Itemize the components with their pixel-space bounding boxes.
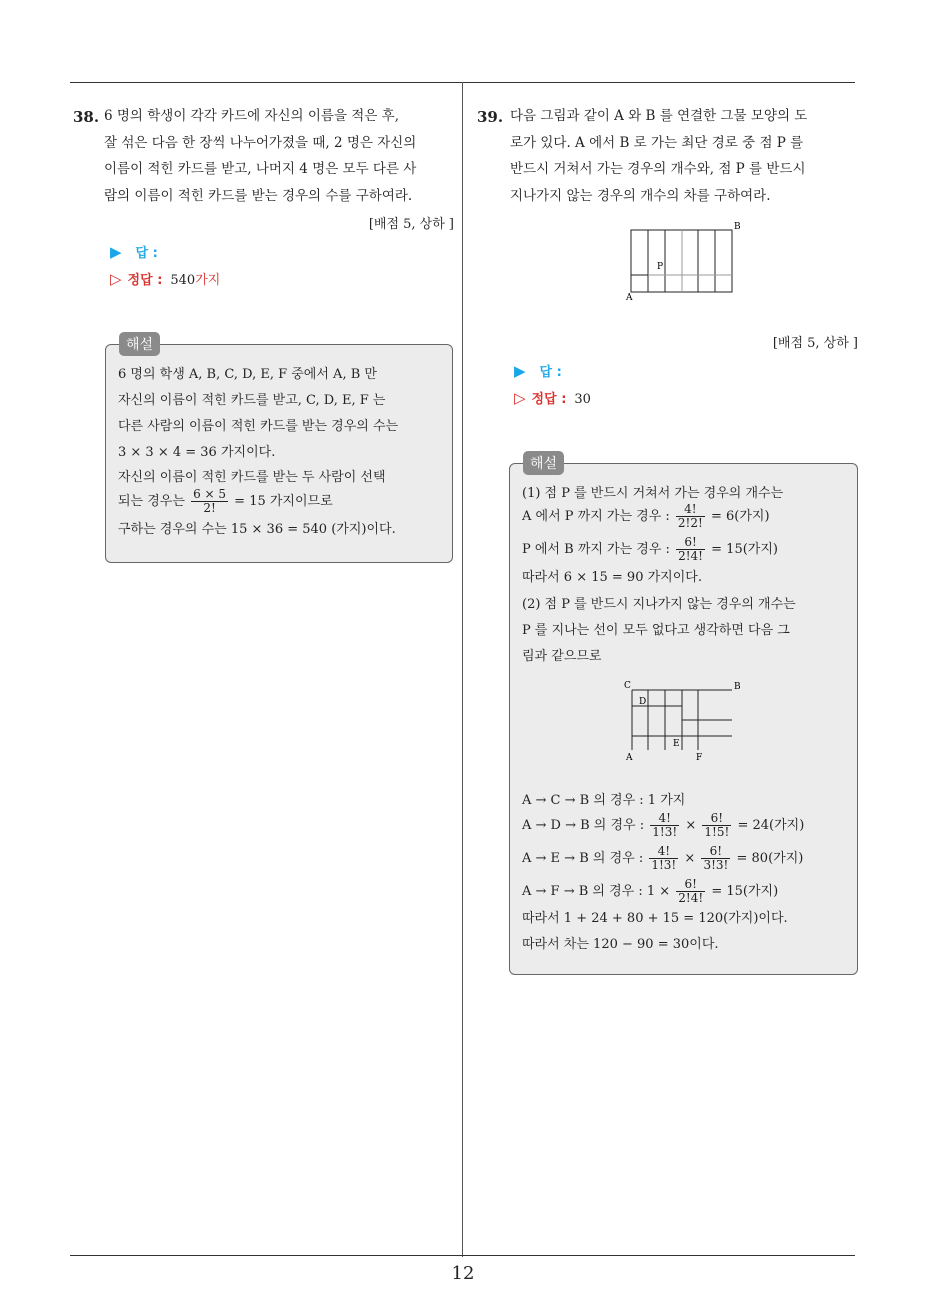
fraction [650, 812, 679, 839]
text: = 15(가지) [711, 542, 778, 557]
q39-sol-line [522, 536, 778, 564]
q38-correct [110, 269, 220, 288]
q38-sol-line: 자신의 이름이 적힌 카드를 받고, C, D, E, F 는 [118, 393, 386, 408]
q38-line: 람의 이름이 적힌 카드를 받는 경우의 수를 구하여라. [104, 187, 413, 204]
correct-value: 540 [170, 273, 196, 288]
q38-sol-line: 3 × 3 × 4 = 36 가지이다. [118, 445, 276, 460]
numerator: 4! [676, 503, 705, 517]
text: = 24(가지) [737, 818, 805, 833]
page-number: 12 [451, 1263, 475, 1284]
denominator: 1!5! [704, 825, 730, 839]
label-a: A [626, 753, 633, 763]
q38-line: 6 명의 학생이 각각 카드에 자신의 이름을 적은 후, [104, 108, 399, 124]
q39-sol-line: P 를 지나는 선이 모두 없다고 생각하면 다음 그 [522, 623, 790, 638]
q38-line: 잘 섞은 다음 한 장씩 나누어가졌을 때, 2 명은 자신의 [104, 134, 417, 151]
numerator: 4! [650, 812, 679, 826]
text: A 에서 P 까지 가는 경우 : [522, 509, 670, 524]
label-f: F [696, 753, 703, 763]
play-arrow-icon: ▶ [514, 362, 526, 380]
numerator: 4! [649, 845, 678, 859]
correct-label: 정답 : [531, 392, 567, 407]
fraction [676, 878, 705, 905]
outline-arrow-icon: ▷ [110, 270, 122, 288]
q39-sol-line: 림과 같으므로 [522, 649, 602, 664]
q38-answer [110, 242, 158, 261]
q39-sol-line: (2) 점 P 를 반드시 지나가지 않는 경우의 개수는 [522, 597, 796, 612]
q38-sol-line: 6 명의 학생 A, B, C, D, E, F 중에서 A, B 만 [118, 367, 377, 382]
q38-number: 38. [73, 108, 100, 126]
q39-line: 지나가지 않는 경우의 개수의 차를 구하여라. [510, 187, 771, 204]
q39-sol-line: A → C → B 의 경우 : 1 가지 [522, 793, 686, 808]
q38-text [104, 103, 454, 209]
label-a: A [626, 293, 633, 303]
text: A → D → B 의 경우 : [522, 818, 645, 833]
label-p: P [657, 262, 664, 272]
q39-sol-line [522, 845, 803, 873]
text: × [685, 818, 697, 833]
q39-line: 반드시 거쳐서 가는 경우의 개수와, 점 P 를 반드시 [510, 161, 806, 177]
label-e: E [673, 739, 680, 749]
answer-label: 답 : [539, 365, 562, 380]
q39-grid-figure [620, 218, 750, 308]
label-b: B [734, 682, 741, 692]
q39-answer [514, 361, 562, 380]
text: = 15 가지이므로 [234, 494, 333, 509]
fraction [701, 845, 730, 872]
outline-arrow-icon: ▷ [514, 389, 526, 407]
q39-solution-badge: 해설 [523, 451, 564, 475]
q39-reduced-grid-figure [620, 678, 750, 768]
q39-sol-line: 따라서 차는 120 − 90 = 30이다. [522, 937, 719, 952]
q39-sol-line: 따라서 6 × 15 = 90 가지이다. [522, 570, 702, 585]
q39-line: 다음 그림과 같이 A 와 B 를 연결한 그물 모양의 도 [510, 108, 808, 124]
q38-sol-line: 자신의 이름이 적힌 카드를 받는 두 사람이 선택 [118, 470, 386, 485]
fraction [676, 503, 705, 530]
denominator: 2! [203, 501, 216, 515]
denominator: 1!3! [651, 858, 677, 872]
fraction [702, 812, 731, 839]
q39-text [510, 103, 858, 209]
text: P 에서 B 까지 가는 경우 : [522, 542, 670, 557]
text: A → F → B 의 경우 : 1 × [522, 884, 671, 899]
numerator: 6! [676, 536, 705, 550]
q38-sol-line: 구하는 경우의 수는 15 × 36 = 540 (가지)이다. [118, 522, 396, 537]
q38-sol-line: 다른 사람의 이름이 적힌 카드를 받는 경우의 수는 [118, 419, 399, 434]
fraction [649, 845, 678, 872]
fraction [676, 536, 705, 563]
column-divider [462, 82, 463, 1257]
text: = 15(가지) [711, 884, 779, 899]
denominator: 2!4! [678, 549, 704, 563]
q39-line: 로가 있다. A 에서 B 로 가는 최단 경로 중 점 P 를 [510, 134, 804, 151]
answer-label: 답 : [135, 246, 158, 261]
numerator: 6! [676, 878, 705, 892]
q39-sol-line: (1) 점 P 를 반드시 거쳐서 가는 경우의 개수는 [522, 486, 784, 501]
text: 되는 경우는 [118, 494, 185, 509]
q38-line: 이름이 적힌 카드를 받고, 나머지 4 명은 모두 다른 사 [104, 161, 417, 177]
numerator: 6! [702, 812, 731, 826]
correct-unit: 가지 [195, 273, 221, 288]
numerator: 6! [701, 845, 730, 859]
label-d: D [639, 697, 647, 707]
correct-value: 30 [574, 392, 591, 407]
text: A → E → B 의 경우 : [522, 851, 644, 866]
denominator: 2!2! [677, 516, 703, 530]
q39-correct [514, 388, 591, 407]
denominator: 1!3! [652, 825, 678, 839]
correct-label: 정답 : [127, 273, 163, 288]
numerator: 6 × 5 [193, 487, 227, 501]
label-c: C [624, 681, 631, 691]
q39-sol-line: 따라서 1 + 24 + 80 + 15 = 120(가지)이다. [522, 911, 788, 926]
q39-number: 39. [477, 108, 504, 126]
q39-sol-line [522, 878, 778, 906]
q38-solution-badge: 해설 [119, 332, 160, 356]
bottom-rule [70, 1255, 855, 1256]
denominator: 2!4! [678, 891, 704, 905]
label-b: B [734, 222, 741, 232]
text: × [684, 851, 696, 866]
q39-score: [배점 5, 상하 ] [772, 336, 858, 351]
text: = 6(가지) [710, 509, 770, 524]
q39-sol-line [522, 812, 804, 840]
denominator: 3!3! [703, 858, 729, 872]
fraction [191, 488, 228, 515]
q39-sol-line [522, 503, 770, 531]
play-arrow-icon: ▶ [110, 243, 122, 261]
text: = 80(가지) [736, 851, 804, 866]
q38-score: [배점 5, 상하 ] [368, 217, 454, 232]
q38-sol-line [118, 488, 333, 516]
